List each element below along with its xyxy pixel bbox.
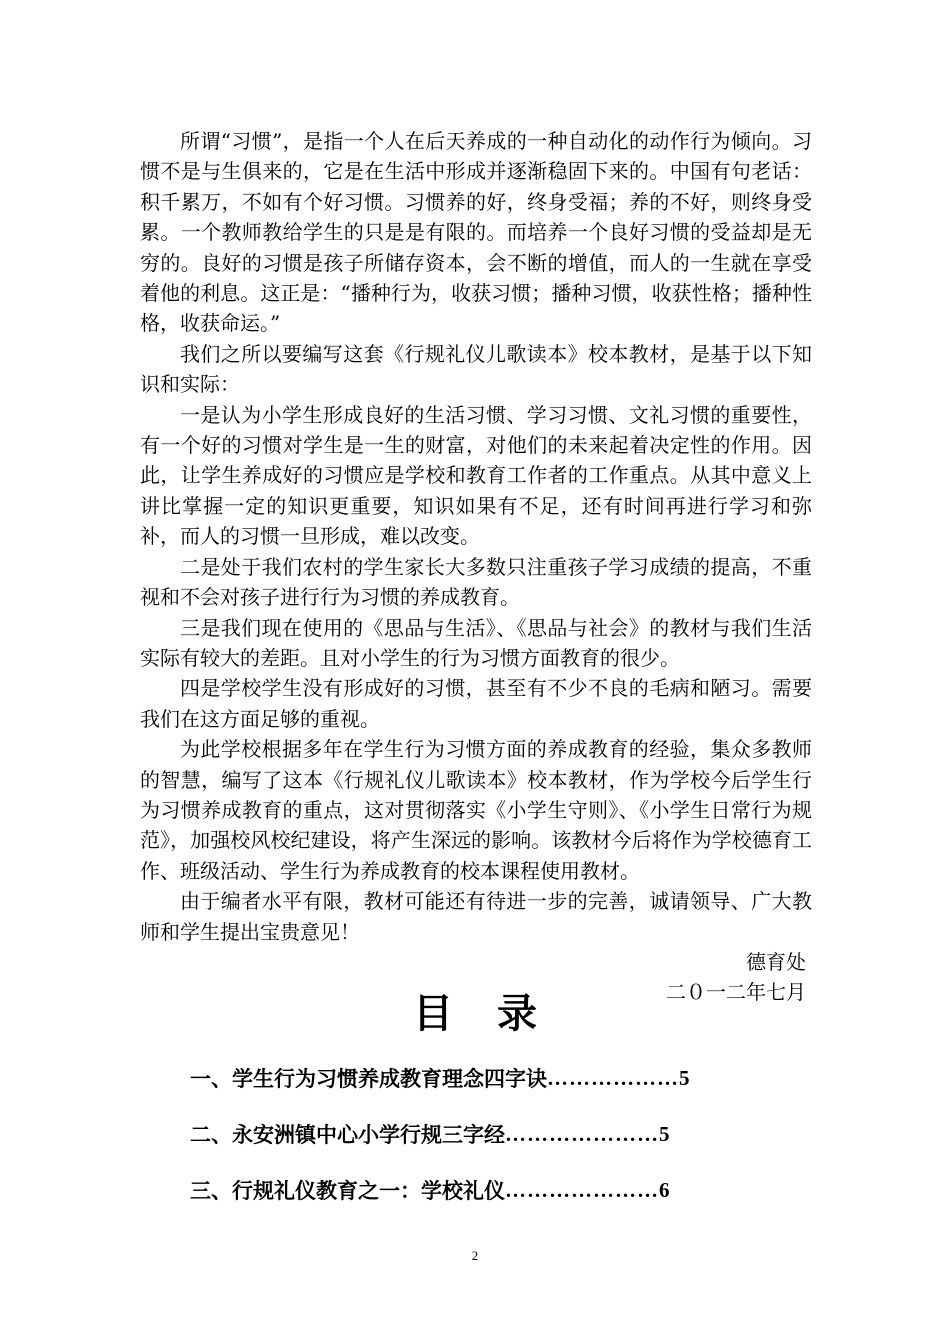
toc-item[interactable]: [190, 1106, 790, 1162]
table-of-contents: [190, 1050, 790, 1218]
toc-title: 目录: [413, 991, 581, 1037]
paragraph: 由于编者水平有限，教材可能还有待进一步的完善，诚请领导、广大教师和学生提出宝贵意见！: [140, 889, 812, 944]
toc-item-page: 5: [679, 1065, 690, 1090]
page-number: 2: [471, 1248, 479, 1263]
toc-item[interactable]: [190, 1162, 790, 1218]
toc-item-label: 三、行规礼仪教育之一：学校礼仪: [190, 1179, 505, 1203]
toc-leader-dots: …………………: [505, 1121, 659, 1146]
toc-item-page: 5: [659, 1121, 670, 1146]
paragraph: 三是我们现在使用的《思品与生活》、《思品与社会》的教材与我们生活实际有较大的差距。且对小学生的行为习惯方面教育的很少。: [140, 615, 812, 670]
signature-office: 德育处: [746, 949, 806, 974]
paragraph: 二是处于我们农村的学生家长大多数只注重孩子学习成绩的提高，不重视和不会对孩子进行行为习惯的养成教育。: [140, 554, 812, 610]
toc-leader-dots: …………………: [505, 1177, 659, 1202]
toc-item[interactable]: [190, 1050, 790, 1106]
preface-body: [140, 126, 812, 1008]
paragraph: 为此学校根据多年在学生行为习惯方面的养成教育的经验，集众多教师的智慧，编写了这本《行规礼仪儿歌读本》校本教材，作为学校今后学生行为习惯养成教育的重点，这对贯彻落实《小学生守则》、《小学生日常行为规范》，加强校风校纪建设，将产生深远的影响。该教材今后将作为学校德育工作、班级活动、学生行为养成教育的校本课程使用教材。: [140, 737, 812, 883]
paragraph: 四是学校学生没有形成好的习惯，甚至有不少不良的毛病和陋习。需要我们在这方面足够的重视。: [140, 676, 812, 731]
signature-date: 二０一二年七月: [666, 980, 806, 1005]
paragraph: 一是认为小学生形成良好的生活习惯、学习习惯、文礼习惯的重要性，有一个好的习惯对学生是一生的财富，对他们的未来起着决定性的作用。因此，让学生养成好的习惯应是学校和教育工作者的工作重点。从其中意义上讲比掌握一定的知识更重要，知识如果有不足，还有时间再进行学习和弥补，而人的习惯一旦形成，难以改变。: [140, 402, 812, 549]
paragraph: 我们之所以要编写这套《行规礼仪儿歌读本》校本教材，是基于以下知识和实际：: [140, 341, 812, 397]
toc-item-page: 6: [659, 1177, 670, 1202]
paragraph: 所谓“习惯”，是指一个人在后天养成的一种自动化的动作行为倾向。习惯不是与生俱来的，它是在生活中形成并逐渐稳固下来的。中国有句老话：积千累万，不如有个好习惯。习惯养的好，终身受福；养的不好，则终身受累。一个教师教给学生的只是是有限的。而培养一个良好习惯的受益却是无穷的。良好的习惯是孩子所储存资本，会不断的增值，而人的一生就在享受着他的利息。这正是：“播种行为，收获习惯；播种习惯，收获性格；播种性格，收获命运。”: [140, 129, 812, 336]
toc-leader-dots: ………………: [547, 1065, 679, 1090]
toc-item-label: 二、永安洲镇中心小学行规三字经: [190, 1123, 505, 1147]
toc-item-label: 一、学生行为习惯养成教育理念四字诀: [190, 1067, 547, 1091]
